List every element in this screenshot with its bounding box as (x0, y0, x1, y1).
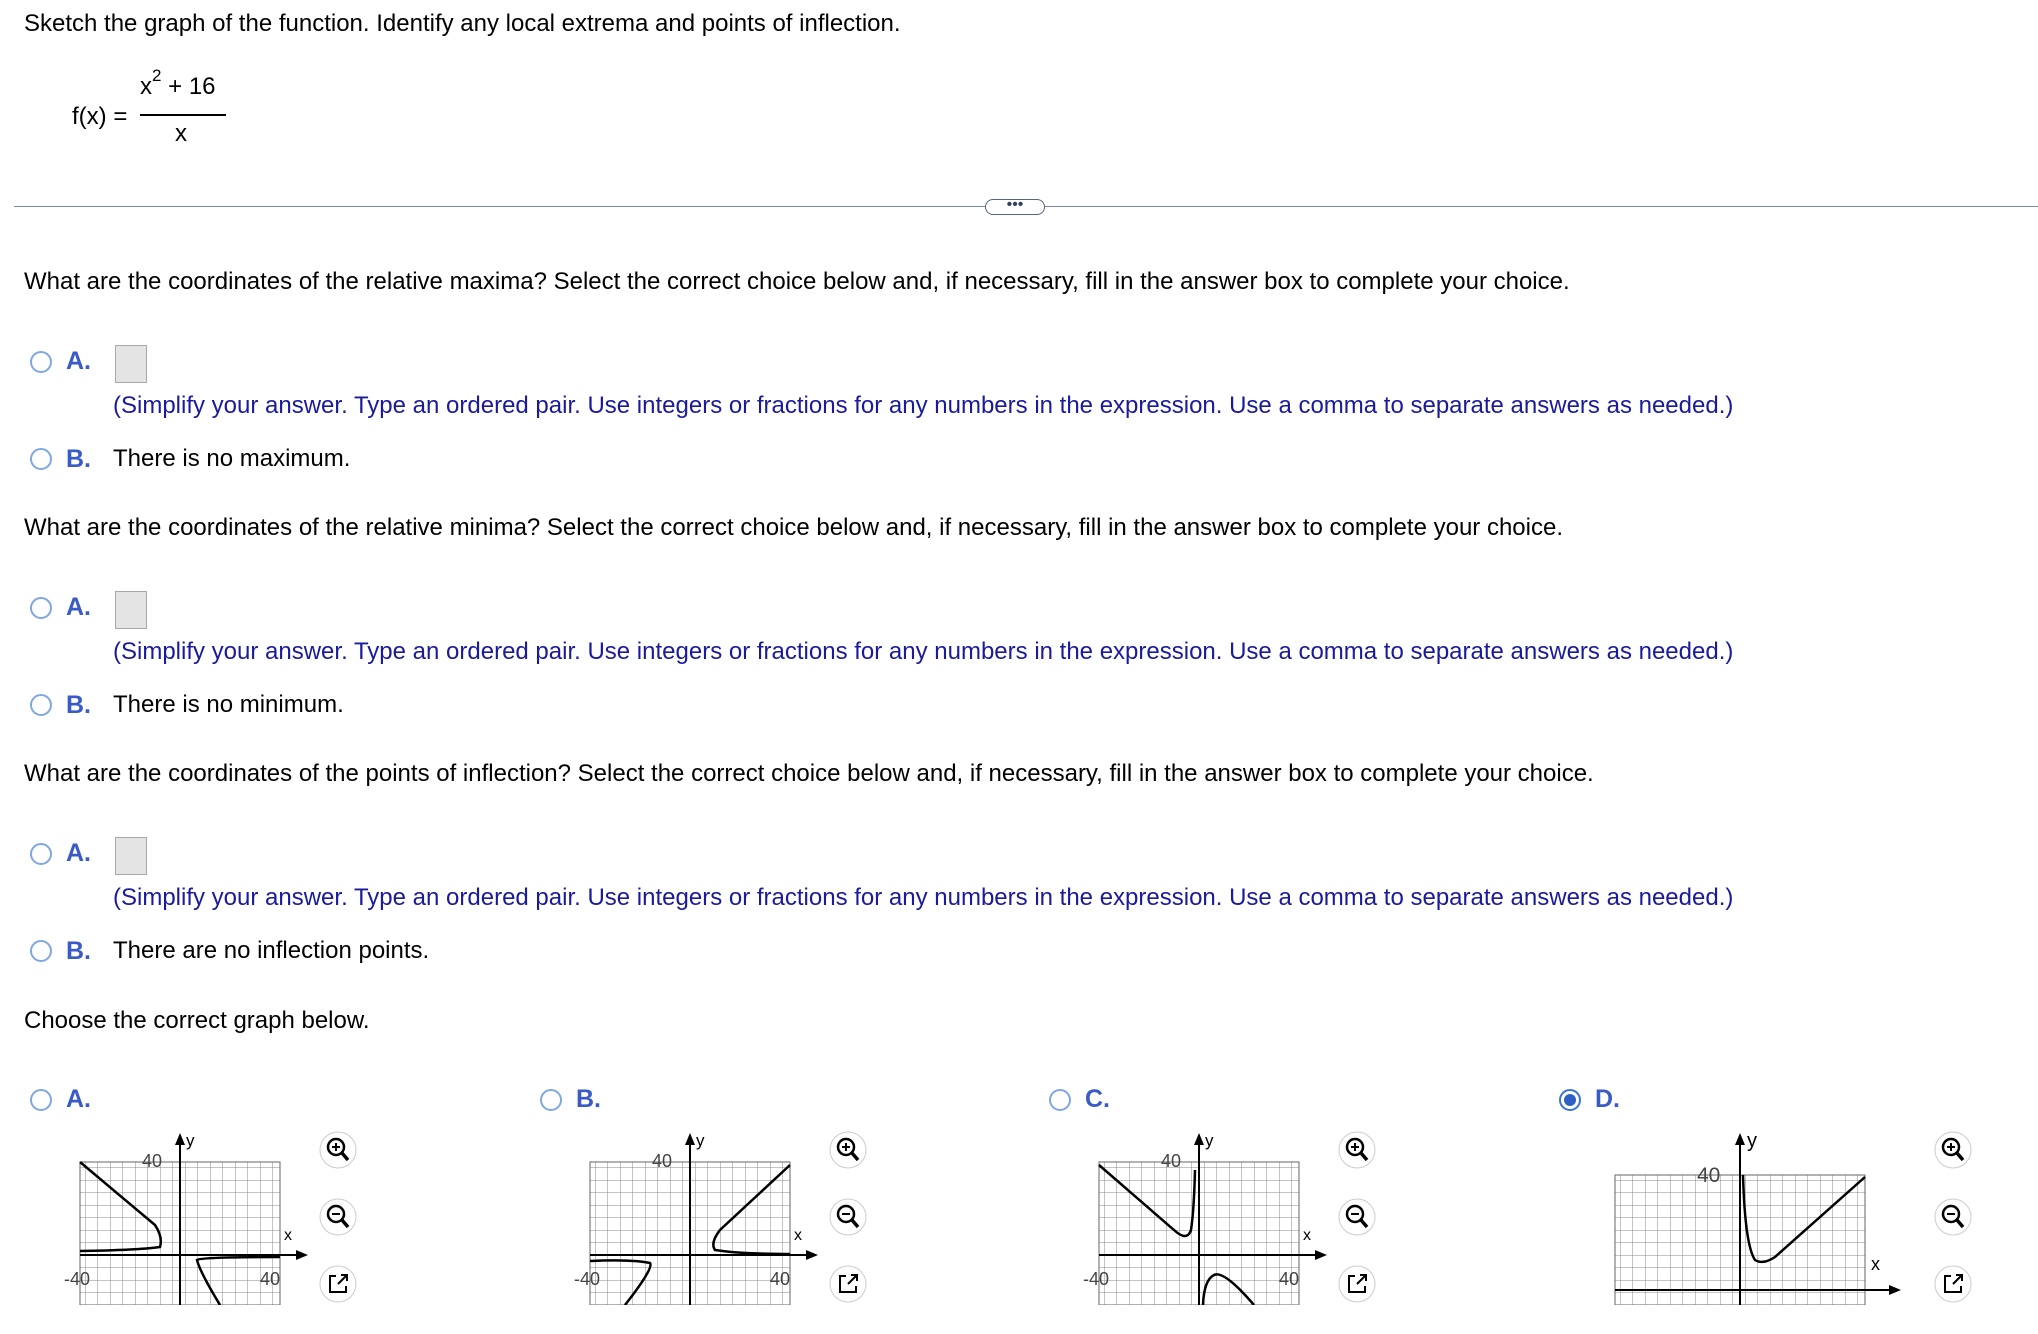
inflection-option-b-text: There are no inflection points. (113, 937, 430, 964)
y-axis-arrow (1735, 1133, 1745, 1145)
graph-option-d-label: D. (1595, 1085, 1620, 1113)
inflection-answer-box[interactable] (115, 837, 147, 875)
y-tick-label: 40 (142, 1151, 163, 1171)
minima-answer-box[interactable] (115, 591, 147, 629)
expand-dots-button[interactable]: ••• (985, 199, 1045, 215)
graph-option-a-radio[interactable] (30, 1089, 52, 1111)
question-minima-prompt: What are the coordinates of the relative minima? Select the correct choice below and, if necessary, fill in the answer box to complete your choice. (24, 514, 1563, 541)
zoom-in-icon (1337, 1130, 1377, 1170)
graph-option-d-radio[interactable] (1559, 1089, 1581, 1111)
y-axis-label: y (696, 1131, 705, 1150)
zoom-out-icon (318, 1197, 358, 1237)
minima-option-a-label: A. (66, 593, 91, 621)
graph-b-popout-button[interactable] (828, 1264, 868, 1304)
zoom-out-icon (1933, 1197, 1973, 1237)
popout-icon (318, 1264, 358, 1304)
zoom-in-icon (1933, 1130, 1973, 1170)
x-min-tick-label: -40 (64, 1269, 91, 1289)
question-maxima-prompt: What are the coordinates of the relative maxima? Select the correct choice below and, if necessary, fill in the answer box to complete your choice. (24, 268, 1570, 295)
y-axis-label: y (1205, 1131, 1214, 1150)
x-axis-label: x (794, 1227, 802, 1244)
graph-option-a (60, 1130, 320, 1305)
graph-c-popout-button[interactable] (1337, 1264, 1377, 1304)
graph-a-zoom-out-button[interactable] (318, 1197, 358, 1237)
maxima-option-b-radio[interactable] (30, 448, 52, 470)
numerator-exponent: 2 (152, 66, 162, 85)
y-tick-label: 40 (1161, 1151, 1182, 1171)
maxima-option-a-hint: (Simplify your answer. Type an ordered pair. Use integers or fractions for any numbers in the expression. Use a comma to separate answers as needed.) (113, 392, 1734, 419)
graph-option-b-label: B. (576, 1085, 601, 1113)
minima-option-a-radio[interactable] (30, 597, 52, 619)
x-min-tick-label: -40 (574, 1269, 601, 1289)
graph-c-zoom-out-button[interactable] (1337, 1197, 1377, 1237)
graph-a-zoom-in-button[interactable] (318, 1130, 358, 1170)
inflection-option-a-hint: (Simplify your answer. Type an ordered pair. Use integers or fractions for any numbers in the expression. Use a comma to separate answers as needed.) (113, 884, 1734, 911)
graph-option-c-radio[interactable] (1049, 1089, 1071, 1111)
x-min-tick-label: -40 (1083, 1269, 1110, 1289)
fraction-bar (140, 114, 226, 116)
graph-b-zoom-out-button[interactable] (828, 1197, 868, 1237)
zoom-out-icon (1337, 1197, 1377, 1237)
inflection-option-b-label: B. (66, 937, 91, 965)
maxima-option-a-label: A. (66, 347, 91, 375)
graph-option-a-label: A. (66, 1085, 91, 1113)
graph-a-popout-button[interactable] (318, 1264, 358, 1304)
y-axis-arrow (1194, 1133, 1204, 1145)
graph-question-prompt: Choose the correct graph below. (24, 1007, 370, 1034)
maxima-option-a-radio[interactable] (30, 351, 52, 373)
y-tick-label: 40 (652, 1151, 673, 1171)
inflection-option-a-radio[interactable] (30, 843, 52, 865)
inflection-option-a-label: A. (66, 839, 91, 867)
minima-option-b-radio[interactable] (30, 694, 52, 716)
y-axis-label: y (1747, 1130, 1757, 1152)
function-lhs: f(x) = (72, 103, 128, 130)
x-axis-label: x (284, 1227, 292, 1244)
problem-instruction: Sketch the graph of the function. Identify any local extrema and points of inflection. (24, 10, 901, 37)
x-axis-label: x (1303, 1227, 1311, 1244)
x-max-tick-label: 40 (260, 1269, 281, 1289)
x-axis-arrow (806, 1250, 818, 1260)
function-numerator (140, 66, 216, 101)
numerator-base: x (140, 73, 152, 100)
zoom-out-icon (828, 1197, 868, 1237)
graph-option-b-radio[interactable] (540, 1089, 562, 1111)
y-axis-arrow (685, 1133, 695, 1145)
popout-icon (1337, 1264, 1377, 1304)
maxima-option-b-text: There is no maximum. (113, 445, 351, 472)
y-tick-label: 40 (1697, 1164, 1721, 1187)
x-axis-arrow (1315, 1250, 1327, 1260)
y-axis-label: y (186, 1131, 195, 1150)
x-max-tick-label: 40 (1279, 1269, 1300, 1289)
x-axis-label: x (1871, 1254, 1880, 1274)
graph-d-popout-button[interactable] (1933, 1264, 1973, 1304)
graph-option-c-label: C. (1085, 1085, 1110, 1113)
numerator-rest: + 16 (168, 73, 216, 100)
question-inflection-prompt: What are the coordinates of the points of inflection? Select the correct choice below and, if necessary, fill in the answer box to complete your choice. (24, 760, 1594, 787)
graph-option-d (1595, 1130, 1915, 1305)
function-denominator: x (175, 120, 187, 147)
inflection-option-b-radio[interactable] (30, 940, 52, 962)
graph-option-c (1079, 1130, 1339, 1305)
x-max-tick-label: 40 (770, 1269, 791, 1289)
graph-option-b (570, 1130, 830, 1305)
graph-d-zoom-in-button[interactable] (1933, 1130, 1973, 1170)
graph-c-zoom-in-button[interactable] (1337, 1130, 1377, 1170)
popout-icon (828, 1264, 868, 1304)
zoom-in-icon (828, 1130, 868, 1170)
maxima-answer-box[interactable] (115, 345, 147, 383)
y-axis-arrow (175, 1133, 185, 1145)
minima-option-b-text: There is no minimum. (113, 691, 344, 718)
popout-icon (1933, 1264, 1973, 1304)
minima-option-a-hint: (Simplify your answer. Type an ordered pair. Use integers or fractions for any numbers in the expression. Use a comma to separate answers as needed.) (113, 638, 1734, 665)
maxima-option-b-label: B. (66, 445, 91, 473)
graph-d-zoom-out-button[interactable] (1933, 1197, 1973, 1237)
zoom-in-icon (318, 1130, 358, 1170)
x-axis-arrow (1889, 1285, 1901, 1295)
x-axis-arrow (296, 1250, 308, 1260)
graph-b-zoom-in-button[interactable] (828, 1130, 868, 1170)
minima-option-b-label: B. (66, 691, 91, 719)
